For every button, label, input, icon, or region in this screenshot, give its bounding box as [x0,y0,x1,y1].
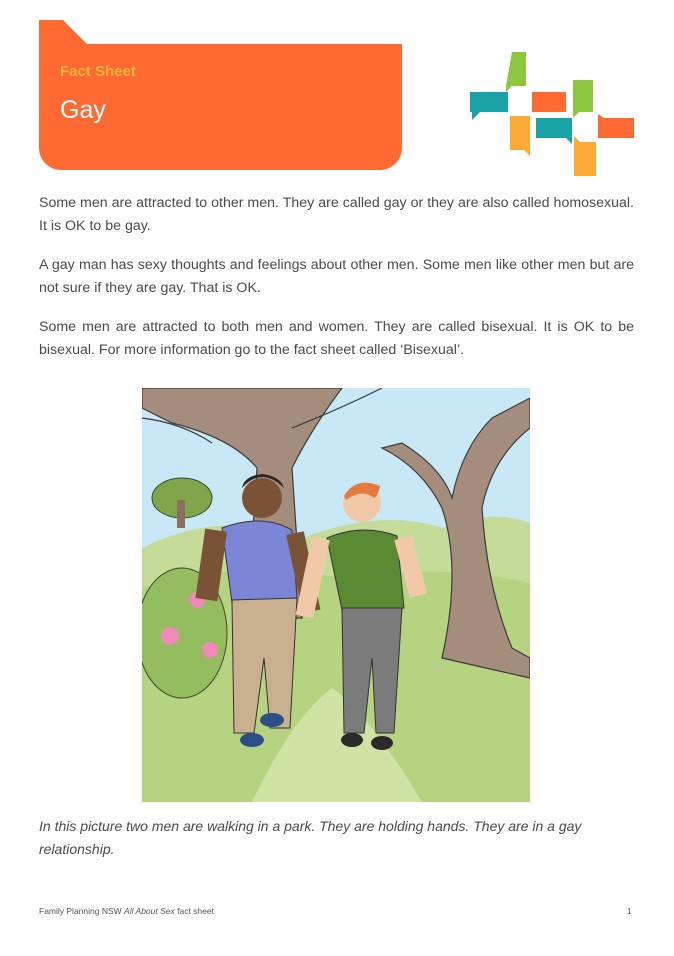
page-title: Gay [60,96,106,124]
logo-bubble-teal-mid [536,118,572,138]
footer-publication: All About Sex [124,906,175,916]
footer-source [39,906,214,916]
header-banner [39,20,402,170]
logo-bubble-yellow-left [510,116,530,150]
footer-suffix: fact sheet [174,906,214,916]
paragraph-feelings: A gay man has sexy thoughts and feelings about other men. Some men like other men but are not sure if they are gay. That is OK. [39,257,634,296]
paragraph-bisexual: Some men are attracted to both men and women. They are called bisexual. It is OK to be bisexual. For more information go to the fact sheet called ‘Bisexual’. [39,319,634,358]
image-caption: In this picture two men are walking in a park. They are holding hands. They are in a gay relationship. [39,818,582,857]
park-illustration [142,388,530,802]
logo-bubble-orange-right [598,118,634,138]
logo-bubble-orange-mid [532,92,566,112]
logo-bubble-green-right [573,80,593,112]
footer-org: Family Planning NSW [39,906,125,916]
paragraph-definition: Some men are attracted to other men. They are called gay or they are also called homosexual. It is OK to be gay. [39,195,634,234]
logo-bubble-yellow-bottom [574,142,596,176]
logo-bubble-teal-left [470,92,508,112]
page-number: 1 [627,906,632,916]
brand-logo-icon [470,52,636,178]
fact-sheet-label: Fact Sheet [60,63,136,80]
logo-bubble-green-top [506,52,526,92]
